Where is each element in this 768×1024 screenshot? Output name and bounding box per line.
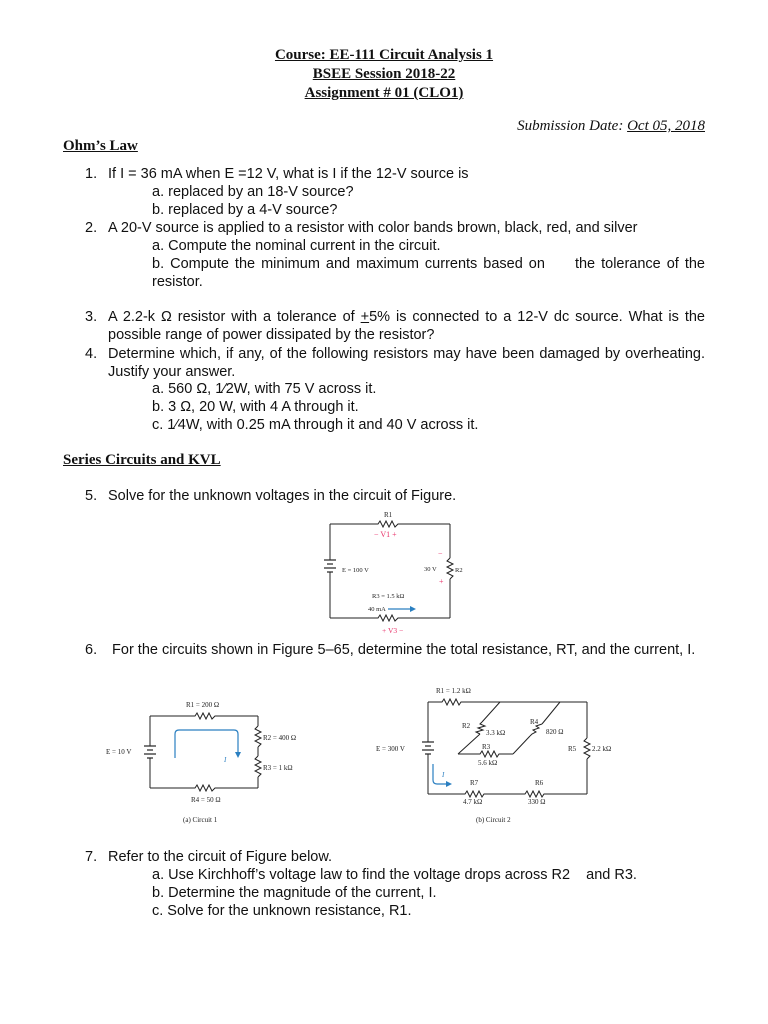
q6-number: 6. xyxy=(85,642,98,658)
fig6b-source: E = 300 V xyxy=(376,745,405,753)
q3-number: 3. xyxy=(85,309,98,325)
fig5-v3: + V3 − xyxy=(382,626,404,635)
fig6b-r3: R3 xyxy=(482,743,491,751)
q4-item-b: b. 3 Ω, 20 W, with 4 A through it. xyxy=(152,399,359,415)
fig5-r1: R1 xyxy=(384,511,393,519)
fig6b-r5: R5 xyxy=(568,745,577,753)
fig6b-r6: R6 xyxy=(535,779,544,787)
fig5-r2-plus: + xyxy=(439,577,444,586)
fig6b-r2: R2 xyxy=(462,722,471,730)
q4-item-a: a. 560 Ω, 1⁄2W, with 75 V across it. xyxy=(152,381,377,397)
submission-date-value: Oct 05, 2018 xyxy=(627,118,705,134)
fig6a-source: E = 10 V xyxy=(106,748,132,756)
assignment-title: Assignment # 01 (CLO1) xyxy=(304,85,464,101)
q4-item-c: c. 1⁄4W, with 0.25 mA through it and 40 V across it. xyxy=(152,417,479,433)
q1-item-a: a. replaced by an 18-V source? xyxy=(152,184,354,200)
fig6b-r7-val: 4.7 kΩ xyxy=(463,798,483,806)
fig6a-current: I xyxy=(224,756,227,764)
fig6b-current: I xyxy=(442,771,445,779)
section-ohms-law: Ohm’s Law xyxy=(63,138,138,154)
figure-q5-circuit xyxy=(310,506,470,641)
q1-text: If I = 36 mA when E =12 V, what is I if the 12-V source is xyxy=(108,166,469,182)
fig5-r2-voltage: 30 V xyxy=(424,566,437,573)
fig6b-r7: R7 xyxy=(470,779,479,787)
fig6b-r5-val: 2.2 kΩ xyxy=(592,745,612,753)
fig5-v1: − V1 + xyxy=(374,530,397,539)
q3-text xyxy=(108,308,705,344)
course-title: Course: EE-111 Circuit Analysis 1 xyxy=(274,47,494,63)
fig6a-caption: (a) Circuit 1 xyxy=(183,816,218,824)
q4-number: 4. xyxy=(85,346,98,362)
fig5-source: E = 100 V xyxy=(342,567,369,574)
section-series-kvl: Series Circuits and KVL xyxy=(63,452,221,468)
q3-text-b: 5% is connected to a 12-V dc source. What is the possible range of power dissipated by the resistor? xyxy=(108,309,705,343)
fig6a-r2: R2 = 400 Ω xyxy=(263,734,297,742)
q5-number: 5. xyxy=(85,488,98,504)
fig6b-r1: R1 = 1.2 kΩ xyxy=(436,687,471,695)
q7-number: 7. xyxy=(85,849,98,865)
q1-item-b: b. replaced by a 4-V source? xyxy=(152,202,338,218)
q2-number: 2. xyxy=(85,220,98,236)
fig6b-r3-val: 5.6 kΩ xyxy=(478,759,498,767)
submission-label: Submission Date: xyxy=(517,118,628,134)
q6-text: For the circuits shown in Figure 5–65, determine the total resistance, RT, and the current, I. xyxy=(108,642,696,658)
q7-text: Refer to the circuit of Figure below. xyxy=(108,849,333,865)
fig6b-r4: R4 xyxy=(530,718,539,726)
q4-text: Determine which, if any, of the following resistors may have been damaged by overheating. Justify your answer. xyxy=(108,346,705,380)
q7-item-b: b. Determine the magnitude of the current, I. xyxy=(152,885,437,901)
q7-item-a: a. Use Kirchhoff’s voltage law to find the voltage drops across R2 and R3. xyxy=(152,867,637,883)
q2-item-b: b. Compute the minimum and maximum currents based on the tolerance of the resistor. xyxy=(152,256,710,290)
q1-number: 1. xyxy=(85,166,98,182)
fig6a-r3: R3 = 1 kΩ xyxy=(263,764,293,772)
fig6a-r1: R1 = 200 Ω xyxy=(186,701,220,709)
fig5-r3: R3 = 1.5 kΩ xyxy=(372,593,405,600)
fig5-r2-minus: − xyxy=(438,549,443,558)
fig5-current: 40 mA xyxy=(368,606,386,613)
q2-item-a: a. Compute the nominal current in the circuit. xyxy=(152,238,441,254)
fig6a-r4: R4 = 50 Ω xyxy=(191,796,221,804)
q5-text: Solve for the unknown voltages in the circuit of Figure. xyxy=(108,488,457,504)
figure-q6b-circuit xyxy=(370,682,620,830)
fig6b-r6-val: 330 Ω xyxy=(528,798,546,806)
q7-item-c: c. Solve for the unknown resistance, R1. xyxy=(152,903,412,919)
submission-date xyxy=(517,118,705,135)
q3-text-a: A 2.2-k Ω resistor with a tolerance of xyxy=(108,309,361,325)
figure-q6a-circuit xyxy=(100,690,330,830)
session-title: BSEE Session 2018-22 xyxy=(312,66,456,82)
fig6b-r4-val: 820 Ω xyxy=(546,728,564,736)
q2-text: A 20-V source is applied to a resistor with color bands brown, black, red, and silver xyxy=(108,220,638,236)
fig6b-caption: (b) Circuit 2 xyxy=(476,816,511,824)
q3-plus-minus: + xyxy=(360,309,370,325)
fig6b-r2-val: 3.3 kΩ xyxy=(486,729,506,737)
fig5-r2: R2 xyxy=(455,567,463,574)
